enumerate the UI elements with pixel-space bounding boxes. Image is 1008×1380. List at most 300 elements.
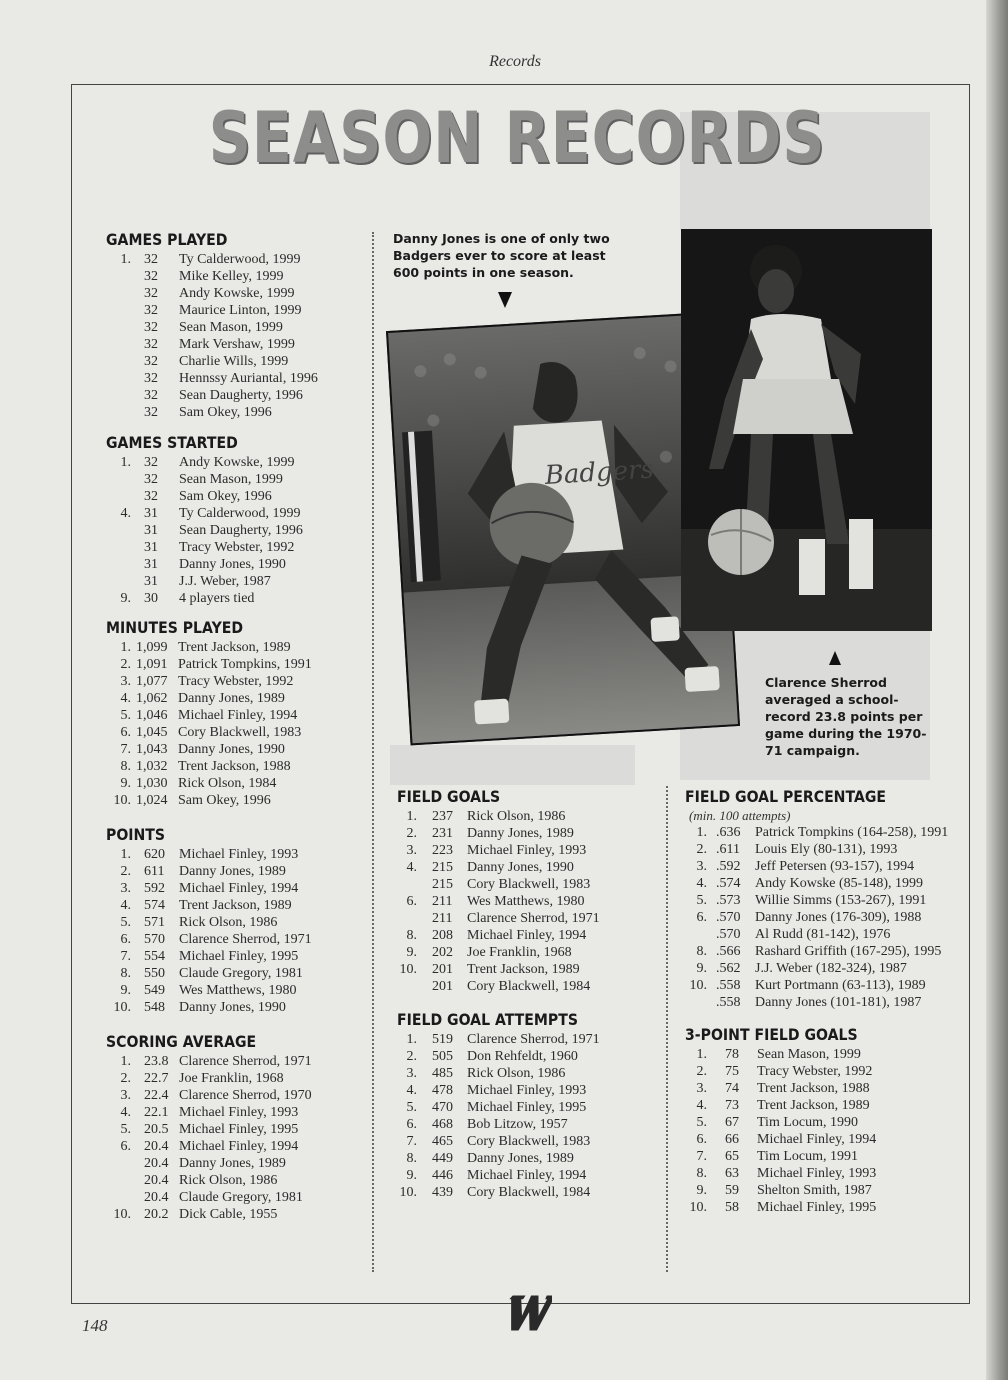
record-holder: Sean Mason, 1999: [757, 1047, 861, 1062]
minutes-played-section: [106, 617, 366, 809]
record-holder: Claude Gregory, 1981: [179, 966, 303, 981]
record-holder: Danny Jones (176-309), 1988: [755, 910, 922, 925]
record-holder: Mark Vershaw, 1999: [179, 337, 295, 352]
page-edge: [986, 0, 1008, 1380]
record-row: [397, 1031, 657, 1048]
jersey-lettering: Badgers: [543, 454, 655, 491]
record-row: [397, 1133, 657, 1150]
section-heading: FIELD GOALS: [397, 787, 501, 806]
record-holder: Rick Olson, 1984: [178, 776, 277, 791]
record-row: [106, 897, 366, 914]
record-rank: 5.: [696, 893, 707, 908]
record-row: [397, 1048, 657, 1065]
record-value: .573: [716, 893, 741, 908]
record-value: 470: [432, 1100, 453, 1115]
record-holder: Trent Jackson, 1989: [467, 962, 580, 977]
record-holder: Al Rudd (81-142), 1976: [755, 927, 891, 942]
photo-caption-jones: Danny Jones is one of only two Badgers ever to score at least 600 points in one season.: [393, 231, 610, 280]
record-row: [106, 353, 366, 370]
record-row: [106, 285, 366, 302]
record-holder: Tracy Webster, 1992: [757, 1064, 873, 1079]
scoring-average-section: [106, 1031, 366, 1223]
record-list: [106, 846, 366, 1016]
record-row: [106, 1172, 366, 1189]
record-value: 22.7: [144, 1071, 169, 1086]
record-rank: 6.: [406, 1117, 417, 1132]
record-value: 20.5: [144, 1122, 169, 1137]
record-value: 63: [725, 1166, 739, 1181]
record-row: [397, 1150, 657, 1167]
record-value: 20.4: [144, 1156, 169, 1171]
section-heading: FIELD GOAL ATTEMPTS: [397, 1010, 578, 1029]
record-holder: 4 players tied: [179, 591, 255, 606]
record-value: 519: [432, 1032, 453, 1047]
record-row: [397, 944, 657, 961]
record-holder: Michael Finley, 1994: [178, 708, 298, 723]
record-value: 1,046: [136, 708, 168, 723]
record-rank: 8.: [120, 759, 131, 774]
record-holder: J.J. Weber, 1987: [179, 574, 271, 589]
record-value: 32: [144, 455, 158, 470]
record-holder: Michael Finley, 1995: [179, 1122, 299, 1137]
record-value: 505: [432, 1049, 453, 1064]
record-value: 32: [144, 269, 158, 284]
record-holder: Rick Olson, 1986: [467, 809, 566, 824]
record-rank: 10.: [689, 1200, 707, 1215]
record-holder: Wes Matthews, 1980: [179, 983, 297, 998]
record-rank: 8.: [696, 944, 707, 959]
record-value: 574: [144, 898, 165, 913]
record-holder: Cory Blackwell, 1984: [467, 979, 591, 994]
record-row: [106, 948, 366, 965]
record-holder: Ty Calderwood, 1999: [179, 252, 301, 267]
record-rank: 3.: [120, 1088, 131, 1103]
record-holder: Rick Olson, 1986: [467, 1066, 566, 1081]
record-row: [685, 1063, 955, 1080]
record-holder: Mike Kelley, 1999: [179, 269, 284, 284]
record-rank: 5.: [696, 1115, 707, 1130]
record-value: 439: [432, 1185, 453, 1200]
record-row: [106, 1104, 366, 1121]
record-rank: 10.: [399, 962, 417, 977]
record-row: [106, 539, 366, 556]
record-value: 32: [144, 371, 158, 386]
record-holder: Michael Finley, 1993: [179, 847, 299, 862]
record-holder: Clarence Sherrod, 1971: [467, 1032, 600, 1047]
record-list: [106, 251, 366, 421]
record-rank: 1.: [406, 809, 417, 824]
record-row: [397, 1082, 657, 1099]
record-value: 549: [144, 983, 165, 998]
record-row: [106, 1070, 366, 1087]
record-rank: 4.: [406, 1083, 417, 1098]
record-value: 231: [432, 826, 453, 841]
record-holder: Cory Blackwell, 1983: [178, 725, 302, 740]
record-row: [106, 471, 366, 488]
record-rank: 10.: [113, 1207, 131, 1222]
record-value: 478: [432, 1083, 453, 1098]
record-value: 20.2: [144, 1207, 169, 1222]
record-row: [685, 1080, 955, 1097]
record-rank: 3.: [120, 881, 131, 896]
record-holder: Kurt Portmann (63-113), 1989: [755, 978, 926, 993]
field-goals-section: [397, 786, 657, 995]
section-heading: POINTS: [106, 825, 166, 844]
record-value: 620: [144, 847, 165, 862]
record-value: .558: [716, 978, 741, 993]
record-rank: 7.: [406, 1134, 417, 1149]
record-holder: Bob Litzow, 1957: [467, 1117, 568, 1132]
record-holder: Charlie Wills, 1999: [179, 354, 289, 369]
record-list: [685, 1046, 955, 1216]
record-value: 592: [144, 881, 165, 896]
record-holder: Patrick Tompkins, 1991: [178, 657, 312, 672]
record-row: [106, 1121, 366, 1138]
record-value: 30: [144, 591, 158, 606]
record-row: [106, 724, 366, 741]
record-rank: 8.: [406, 928, 417, 943]
record-value: 22.4: [144, 1088, 169, 1103]
record-value: 23.8: [144, 1054, 169, 1069]
record-holder: Clarence Sherrod, 1971: [467, 911, 600, 926]
record-row: [106, 319, 366, 336]
record-value: 215: [432, 860, 453, 875]
record-rank: 1.: [120, 640, 131, 655]
record-row: [397, 859, 657, 876]
record-rank: 5.: [120, 708, 131, 723]
record-value: 31: [144, 506, 158, 521]
record-holder: Michael Finley, 1994: [179, 1139, 299, 1154]
record-value: 211: [432, 894, 453, 909]
record-value: 74: [725, 1081, 739, 1096]
record-value: 32: [144, 354, 158, 369]
record-holder: Trent Jackson, 1989: [757, 1098, 870, 1113]
record-row: [106, 982, 366, 999]
record-row: [397, 1116, 657, 1133]
record-rank: 4.: [120, 898, 131, 913]
record-holder: Sean Daugherty, 1996: [179, 388, 303, 403]
record-value: 32: [144, 337, 158, 352]
record-row: [106, 965, 366, 982]
record-value: 32: [144, 303, 158, 318]
record-row: [106, 880, 366, 897]
record-row: [106, 505, 366, 522]
record-rank: 8.: [696, 1166, 707, 1181]
record-value: 65: [725, 1149, 739, 1164]
record-holder: Andy Kowske (85-148), 1999: [755, 876, 923, 891]
bleed-through-shade: [390, 745, 635, 785]
record-row: [397, 1184, 657, 1201]
record-holder: Clarence Sherrod, 1971: [179, 932, 312, 947]
record-holder: Danny Jones, 1989: [467, 1151, 574, 1166]
record-value: 223: [432, 843, 453, 858]
record-row: [106, 268, 366, 285]
record-holder: Andy Kowske, 1999: [179, 455, 295, 470]
record-holder: Ty Calderwood, 1999: [179, 506, 301, 521]
record-holder: Jeff Petersen (93-157), 1994: [755, 859, 915, 874]
record-holder: Danny Jones, 1990: [178, 742, 285, 757]
record-rank: 9.: [120, 983, 131, 998]
record-value: 32: [144, 320, 158, 335]
player-dribbling-image: [681, 229, 932, 631]
record-row: [397, 978, 657, 995]
record-value: .566: [716, 944, 741, 959]
record-rank: 10.: [689, 978, 707, 993]
record-row: [106, 336, 366, 353]
page-number: 148: [82, 1316, 108, 1335]
record-holder: Michael Finley, 1993: [467, 1083, 587, 1098]
record-rank: 5.: [406, 1100, 417, 1115]
three-point-field-goals-section: [685, 1024, 955, 1216]
record-row: [106, 999, 366, 1016]
record-value: 446: [432, 1168, 453, 1183]
record-holder: Danny Jones, 1989: [178, 691, 285, 706]
record-row: [106, 488, 366, 505]
record-holder: Michael Finley, 1995: [179, 949, 299, 964]
record-value: 20.4: [144, 1139, 169, 1154]
record-rank: 3.: [406, 843, 417, 858]
record-row: [397, 1099, 657, 1116]
record-row: [397, 961, 657, 978]
record-holder: Sam Okey, 1996: [179, 405, 272, 420]
record-row: [397, 842, 657, 859]
section-heading: GAMES PLAYED: [106, 230, 228, 249]
record-row: [685, 824, 955, 841]
record-value: 215: [432, 877, 453, 892]
record-holder: Sam Okey, 1996: [178, 793, 271, 808]
record-row: [685, 943, 955, 960]
section-heading: GAMES STARTED: [106, 433, 238, 452]
record-row: [685, 892, 955, 909]
record-holder: Louis Ely (80-131), 1993: [755, 842, 898, 857]
record-holder: Trent Jackson, 1988: [757, 1081, 870, 1096]
record-holder: Danny Jones, 1990: [467, 860, 574, 875]
record-row: [106, 404, 366, 421]
record-holder: Rashard Griffith (167-295), 1995: [755, 944, 942, 959]
page-title: SEASON RECORDS: [208, 97, 826, 179]
record-holder: Michael Finley, 1993: [757, 1166, 877, 1181]
section-heading: FIELD GOAL PERCENTAGE: [685, 787, 887, 806]
record-row: [685, 960, 955, 977]
record-rank: 8.: [406, 1151, 417, 1166]
record-holder: Rick Olson, 1986: [179, 915, 278, 930]
record-rank: 9.: [696, 961, 707, 976]
record-row: [106, 775, 366, 792]
record-row: [106, 387, 366, 404]
record-row: [106, 758, 366, 775]
record-value: 1,024: [136, 793, 168, 808]
record-value: 31: [144, 523, 158, 538]
motion-w-logo-icon: [504, 1290, 552, 1343]
record-rank: 3.: [120, 674, 131, 689]
record-holder: Tracy Webster, 1992: [179, 540, 295, 555]
record-holder: Michael Finley, 1993: [179, 1105, 299, 1120]
record-row: [685, 841, 955, 858]
record-row: [685, 909, 955, 926]
record-holder: J.J. Weber (182-324), 1987: [755, 961, 907, 976]
record-holder: Danny Jones (101-181), 1987: [755, 995, 922, 1010]
record-value: 31: [144, 540, 158, 555]
record-rank: 1.: [120, 847, 131, 862]
record-row: [106, 573, 366, 590]
record-row: [106, 251, 366, 268]
record-list: [106, 1053, 366, 1223]
record-value: .558: [716, 995, 741, 1010]
record-value: 32: [144, 405, 158, 420]
record-row: [106, 1206, 366, 1223]
record-holder: Wes Matthews, 1980: [467, 894, 585, 909]
record-holder: Don Rehfeldt, 1960: [467, 1049, 578, 1064]
record-value: 78: [725, 1047, 739, 1062]
record-value: 66: [725, 1132, 739, 1147]
record-row: [106, 1155, 366, 1172]
record-holder: Trent Jackson, 1988: [178, 759, 291, 774]
record-rank: 4.: [406, 860, 417, 875]
record-rank: 6.: [120, 932, 131, 947]
record-value: 20.4: [144, 1190, 169, 1205]
record-row: [685, 875, 955, 892]
record-holder: Michael Finley, 1995: [757, 1200, 877, 1215]
record-rank: 10.: [399, 1185, 417, 1200]
record-value: 22.1: [144, 1105, 169, 1120]
section-heading: SCORING AVERAGE: [106, 1032, 257, 1051]
record-holder: Dick Cable, 1955: [179, 1207, 278, 1222]
record-holder: Cory Blackwell, 1983: [467, 1134, 591, 1149]
record-holder: Andy Kowske, 1999: [179, 286, 295, 301]
record-row: [106, 302, 366, 319]
record-rank: 7.: [696, 1149, 707, 1164]
record-rank: 6.: [696, 1132, 707, 1147]
record-value: 1,032: [136, 759, 168, 774]
photo-caption-sherrod: Clarence Sherrod averaged a school-record 23.8 points per game during the 1970-71 campaign.: [765, 675, 927, 758]
record-row: [397, 893, 657, 910]
record-value: 237: [432, 809, 453, 824]
record-list: [685, 824, 955, 1011]
record-row: [106, 846, 366, 863]
record-value: 67: [725, 1115, 739, 1130]
record-row: [685, 926, 955, 943]
record-list: [397, 1031, 657, 1201]
left-column: [106, 229, 366, 1223]
record-rank: 7.: [120, 742, 131, 757]
record-value: 548: [144, 1000, 165, 1015]
right-column: [685, 786, 955, 1216]
record-rank: 2.: [120, 864, 131, 879]
record-holder: Michael Finley, 1994: [467, 1168, 587, 1183]
record-value: 1,030: [136, 776, 168, 791]
record-value: 485: [432, 1066, 453, 1081]
record-rank: 1.: [120, 1054, 131, 1069]
record-rank: 2.: [696, 1064, 707, 1079]
record-holder: Michael Finley, 1995: [467, 1100, 587, 1115]
record-value: 208: [432, 928, 453, 943]
record-rank: 4.: [696, 1098, 707, 1113]
record-value: 550: [144, 966, 165, 981]
record-value: .574: [716, 876, 741, 891]
caption-arrow-icon: [498, 292, 512, 308]
record-rank: 1.: [120, 455, 131, 470]
record-row: [106, 590, 366, 607]
record-holder: Hennssy Auriantal, 1996: [179, 371, 318, 386]
record-row: [106, 639, 366, 656]
column-divider: [372, 232, 374, 1272]
record-holder: Trent Jackson, 1989: [179, 898, 292, 913]
record-rank: 1.: [696, 825, 707, 840]
record-rank: 6.: [406, 894, 417, 909]
record-row: [685, 1131, 955, 1148]
record-row: [106, 673, 366, 690]
photo-clarence-sherrod: [681, 229, 932, 631]
record-value: 571: [144, 915, 165, 930]
record-rank: 1.: [406, 1032, 417, 1047]
record-row: [106, 914, 366, 931]
record-rank: 2.: [406, 826, 417, 841]
record-list: [106, 639, 366, 809]
record-holder: Michael Finley, 1994: [467, 928, 587, 943]
record-value: 32: [144, 472, 158, 487]
record-value: 201: [432, 979, 453, 994]
games-played-section: [106, 229, 366, 421]
record-rank: 9.: [120, 591, 131, 606]
record-row: [106, 370, 366, 387]
record-value: .562: [716, 961, 741, 976]
record-rank: 9.: [406, 945, 417, 960]
record-row: [685, 1046, 955, 1063]
record-row: [106, 741, 366, 758]
record-value: 611: [144, 864, 165, 879]
record-row: [106, 454, 366, 471]
record-rank: 4.: [696, 876, 707, 891]
column-divider: [666, 786, 668, 1272]
record-row: [106, 556, 366, 573]
record-value: 449: [432, 1151, 453, 1166]
record-row: [685, 858, 955, 875]
record-value: 59: [725, 1183, 739, 1198]
record-holder: Danny Jones, 1989: [179, 1156, 286, 1171]
record-row: [685, 1148, 955, 1165]
record-holder: Tim Locum, 1991: [757, 1149, 858, 1164]
record-rank: 2.: [696, 842, 707, 857]
record-holder: Michael Finley, 1994: [757, 1132, 877, 1147]
record-row: [106, 1189, 366, 1206]
record-value: 32: [144, 388, 158, 403]
record-row: [397, 825, 657, 842]
record-value: 1,045: [136, 725, 168, 740]
record-holder: Danny Jones, 1990: [179, 1000, 286, 1015]
record-row: [106, 707, 366, 724]
record-value: .570: [716, 927, 741, 942]
caption-arrow-icon: [829, 651, 841, 665]
record-rank: 1.: [696, 1047, 707, 1062]
record-row: [106, 863, 366, 880]
record-rank: 9.: [120, 776, 131, 791]
record-value: 1,091: [136, 657, 168, 672]
record-holder: Willie Simms (153-267), 1991: [755, 893, 927, 908]
record-value: 58: [725, 1200, 739, 1215]
record-holder: Sean Mason, 1999: [179, 320, 283, 335]
record-row: [685, 994, 955, 1011]
running-head: Records: [489, 53, 541, 70]
record-value: .592: [716, 859, 741, 874]
record-value: .636: [716, 825, 741, 840]
record-value: 73: [725, 1098, 739, 1113]
record-holder: Rick Olson, 1986: [179, 1173, 278, 1188]
section-heading: MINUTES PLAYED: [106, 618, 244, 637]
record-row: [106, 656, 366, 673]
record-row: [685, 1182, 955, 1199]
record-value: 202: [432, 945, 453, 960]
record-rank: 4.: [120, 691, 131, 706]
